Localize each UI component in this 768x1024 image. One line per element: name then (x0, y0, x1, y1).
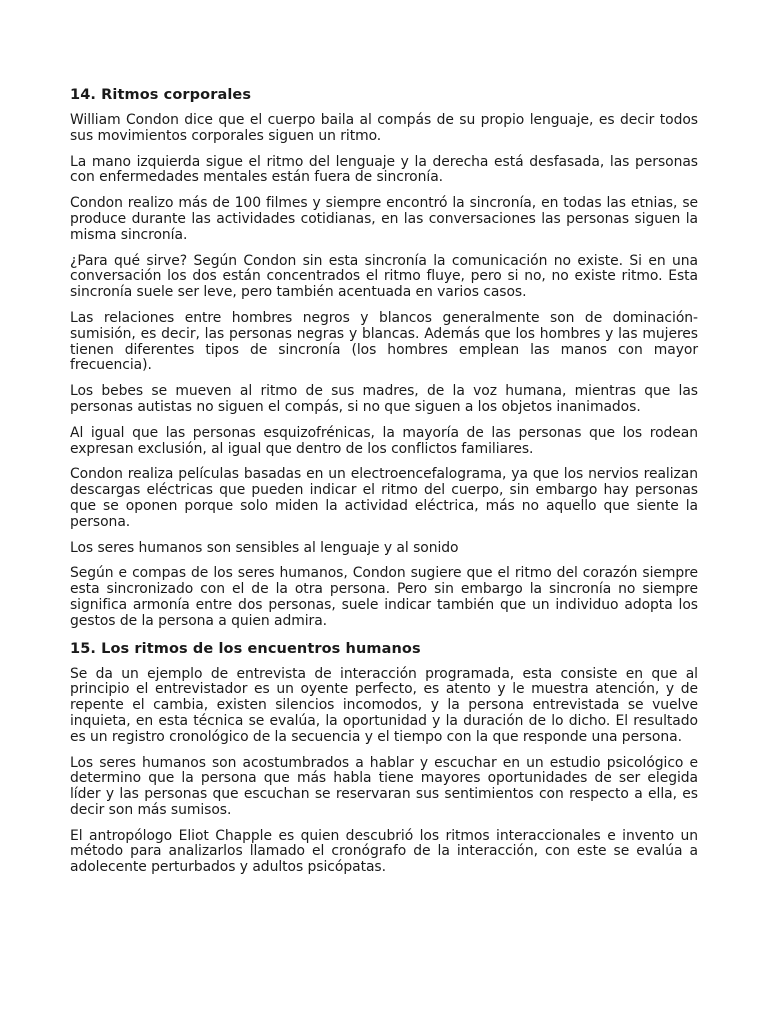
document-page (70, 86, 698, 886)
section-15-heading: 15. Los ritmos de los encuentros humanos (70, 640, 421, 657)
paragraph-14-10: Según e compas de los seres humanos, Condon sugiere que el ritmo del corazón siempre esta sincronizado con el de la otra persona. Pero sin embargo la sincronía no siempre significa armonía entre dos personas, suele indicar también que un individuo adopta los gestos de la persona a quien admira. (70, 565, 698, 629)
paragraph-14-3: Condon realizo más de 100 filmes y siempre encontró la sincronía, en todas las etnias, se produce durante las actividades cotidianas, en las conversaciones las personas siguen la misma sincronía. (70, 195, 698, 243)
paragraph-14-7: Al igual que las personas esquizofrénicas, la mayoría de las personas que los rodean expresan exclusión, al igual que dentro de los conflictos familiares. (70, 424, 698, 457)
paragraph-14-2: La mano izquierda sigue el ritmo del lenguaje y la derecha está desfasada, las personas con enfermedades mentales están fuera de sincronía. (70, 153, 698, 186)
paragraph-14-6: Los bebes se mueven al ritmo de sus madres, de la voz humana, mientras que las personas autistas no siguen el compás, si no que siguen a los objetos inanimados. (70, 383, 698, 415)
paragraph-14-9: Los seres humanos son sensibles al lenguaje y al sonido (70, 539, 459, 556)
paragraph-15-1: Se da un ejemplo de entrevista de interacción programada, esta consiste en que al principio el entrevistador es un oyente perfecto, es atento y le muestra atención, y de repente el cambia, existen silencios incomodos, y la persona entrevistada se vuelve inquieta, en esta técnica se evalúa, la oportunidad y la duración de lo dicho. El resultado es un registro cronológico de la secuencia y el tiempo con la que responde una persona. (70, 665, 698, 745)
paragraph-14-1: William Condon dice que el cuerpo baila al compás de su propio lenguaje, es decir todos sus movimientos corporales siguen un ritmo. (70, 112, 698, 144)
paragraph-14-5: Las relaciones entre hombres negros y blancos generalmente son de dominación-sumisión, es decir, las personas negras y blancas. Además que los hombres y las mujeres tienen diferentes tipos de sincronía (los hombres emplean las manos con mayor frecuencia). (70, 309, 698, 374)
paragraph-15-3: El antropólogo Eliot Chapple es quien descubrió los ritmos interaccionales e invento un método para analizarlos llamado el cronógrafo de la interacción, con este se evalúa a adolecente perturbados y adultos psicópatas. (70, 827, 698, 876)
paragraph-14-4: ¿Para qué sirve? Según Condon sin esta sincronía la comunicación no existe. Si en una conversación los dos están concentrados el ritmo fluye, pero si no, no existe ritmo. Esta sincronía suele ser leve, pero también acentuada en varios casos. (70, 252, 698, 301)
paragraph-15-2: Los seres humanos son acostumbrados a hablar y escuchar en un estudio psicológico e determino que la persona que más habla tiene mayores oportunidades de ser elegida líder y las personas que escuchan se reservaran sus sentimientos con respecto a ella, es decir son más sumisos. (70, 754, 698, 818)
section-14-heading: 14. Ritmos corporales (70, 87, 252, 103)
paragraph-14-8: Condon realiza películas basadas en un electroencefalograma, ya que los nervios realizan descargas eléctricas que pueden indicar el ritmo del cuerpo, sin embargo hay personas que se oponen porque solo miden la actividad eléctrica, más no aquello que siente la persona. (70, 466, 698, 530)
